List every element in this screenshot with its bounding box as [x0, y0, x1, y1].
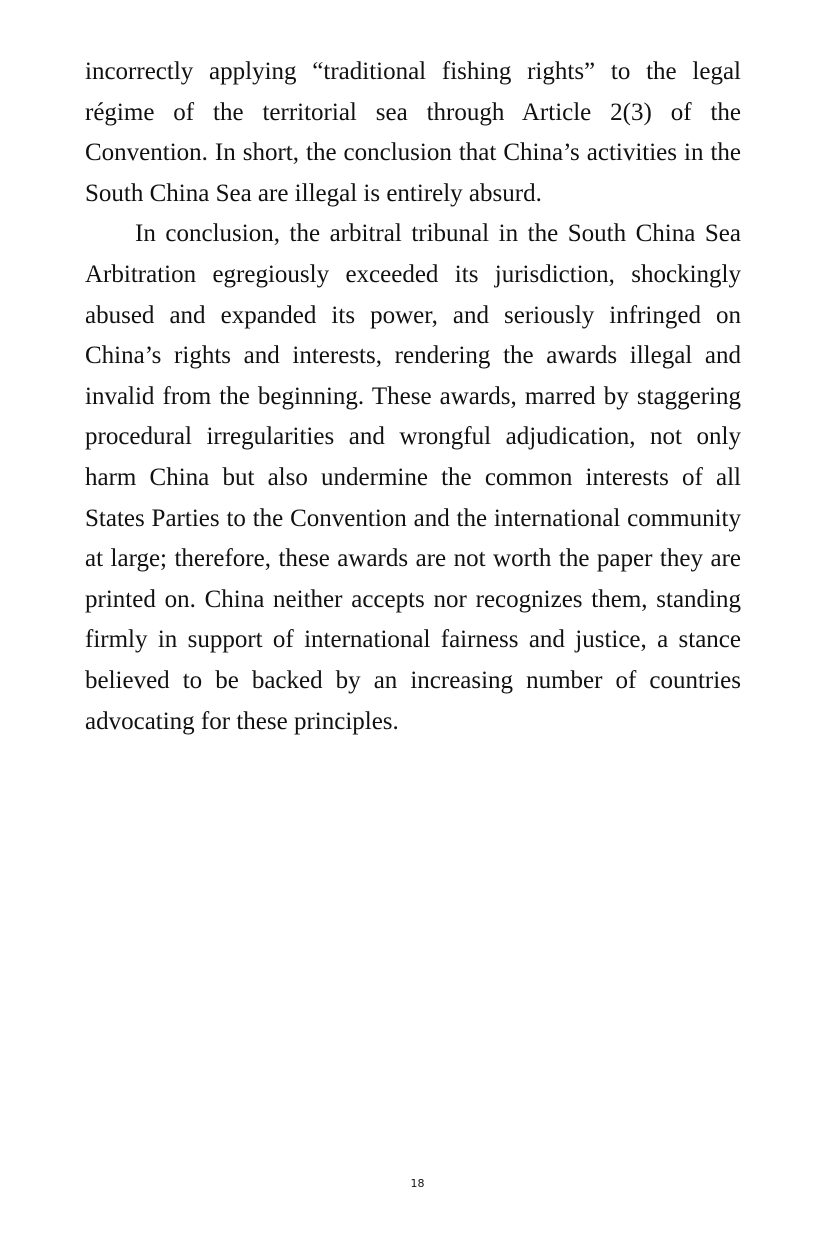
body-text [85, 52, 741, 742]
paragraph-continued: incorrectly applying “traditional fishing rights” to the legal régime of the territorial sea through Article 2(3) of the Convention. In short, the conclusion that China’s activities in the South China Sea are illegal is entirely absurd. [85, 58, 741, 207]
paragraph-conclusion: In conclusion, the arbitral tribunal in the South China Sea Arbitration egregiously exceeded its jurisdiction, shockingly abused and expanded its power, and seriously infringed on China’s rights and interests, rendering the awards illegal and invalid from the beginning. These awards, marred by staggering procedural irregularities and wrongful adjudication, not only harm China but also undermine the common interests of all States Parties to the Convention and the international community at large; therefore, these awards are not worth the paper they are printed on. China neither accepts nor recognizes them, standing firmly in support of international fairness and justice, a stance believed to be backed by an increasing number of countries advocating for these principles. [85, 220, 741, 735]
page-number: 18 [410, 1177, 425, 1190]
